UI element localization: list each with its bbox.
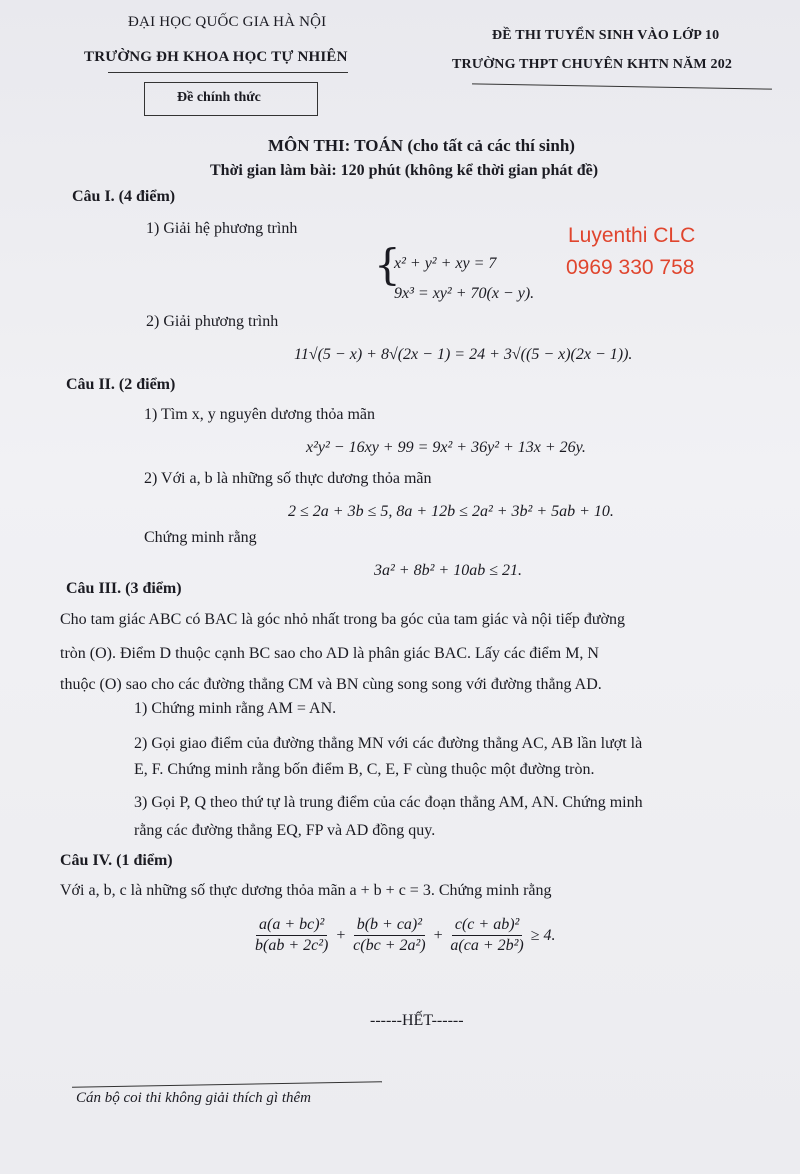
fraction-2 <box>350 916 428 955</box>
faculty-name: TRƯỜNG ĐH KHOA HỌC TỰ NHIÊN <box>84 49 348 65</box>
question-3-intro-line-3: thuộc (O) sao cho các đường thẳng CM và BN cùng song song với đường thẳng AD. <box>60 676 602 693</box>
watermark-name: Luyenthi CLC <box>568 224 696 247</box>
official-exam-box <box>144 82 318 116</box>
prove-that-label: Chứng minh rằng <box>144 529 257 546</box>
official-exam-label: Đề chính thức <box>177 90 261 105</box>
question-3-part-2-line-1: 2) Gọi giao điểm của đường thẳng MN với các đường thẳng AC, AB lần lượt là <box>134 735 643 752</box>
system-brace: { <box>374 240 401 289</box>
left-header-underline <box>108 72 348 73</box>
inequality-conditions: 2 ≤ 2a + 3b ≤ 5, 8a + 12b ≤ 2a² + 3b² + 5ab + 10. <box>288 503 614 520</box>
system-equation-2: 9x³ = xy² + 70(x − y). <box>394 285 535 302</box>
exam-title: ĐỀ THI TUYỂN SINH VÀO LỚP 10 <box>492 28 720 43</box>
plus-sign-2: + <box>432 926 444 944</box>
question-1-title: Câu I. (4 điểm) <box>72 188 176 205</box>
footer-note: Cán bộ coi thi không giải thích gì thêm <box>76 1090 311 1106</box>
exam-time: Thời gian làm bài: 120 phút (không kể thời gian phát đề) <box>210 162 599 179</box>
fraction-3-numerator: c(c + ab)² <box>452 916 522 936</box>
fraction-3 <box>447 916 526 955</box>
fraction-1-denominator: b(ab + 2c²) <box>255 937 329 954</box>
question-1-part-2: 2) Giải phương trình <box>146 313 279 330</box>
final-inequality <box>252 916 556 955</box>
inequality-tail: ≥ 4. <box>530 926 556 944</box>
fraction-3-denominator: a(ca + 2b²) <box>450 937 524 954</box>
watermark-phone: 0969 330 758 <box>566 256 695 279</box>
question-4-intro: Với a, b, c là những số thực dương thỏa mãn a + b + c = 3. Chứng minh rằng <box>60 882 552 899</box>
question-2-part-2: 2) Với a, b là những số thực dương thỏa mãn <box>144 470 432 487</box>
fraction-1 <box>252 916 331 955</box>
diophantine-equation: x²y² − 16xy + 99 = 9x² + 36y² + 13x + 26y. <box>306 439 586 456</box>
footer-rule <box>72 1081 382 1087</box>
radical-equation: 11√(5 − x) + 8√(2x − 1) = 24 + 3√((5 − x)(2x − 1)). <box>294 346 633 363</box>
system-equation-1: x² + y² + xy = 7 <box>394 255 497 272</box>
end-marker: ------HẾT------ <box>370 1012 464 1029</box>
fraction-1-numerator: a(a + bc)² <box>256 916 327 936</box>
question-3-intro-line-1: Cho tam giác ABC có BAC là góc nhỏ nhất trong ba góc của tam giác và nội tiếp đường <box>60 611 626 628</box>
question-3-part-3-line-1: 3) Gọi P, Q theo thứ tự là trung điểm của các đoạn thẳng AM, AN. Chứng minh <box>134 794 643 811</box>
school-year: TRƯỜNG THPT CHUYÊN KHTN NĂM 202 <box>452 57 733 72</box>
question-3-part-1: 1) Chứng minh rằng AM = AN. <box>134 700 337 717</box>
university-name: ĐẠI HỌC QUỐC GIA HÀ NỘI <box>128 14 327 30</box>
question-3-part-2-line-2: E, F. Chứng minh rằng bốn điểm B, C, E, F cùng thuộc một đường tròn. <box>134 761 595 778</box>
question-3-part-3-line-2: rằng các đường thẳng EQ, FP và AD đồng quy. <box>134 822 436 839</box>
right-header-underline <box>472 83 772 89</box>
question-2-part-1: 1) Tìm x, y nguyên dương thỏa mãn <box>144 406 376 423</box>
question-3-title: Câu III. (3 điểm) <box>66 580 182 597</box>
question-3-intro-line-2: tròn (O). Điểm D thuộc cạnh BC sao cho AD là phân giác BAC. Lấy các điểm M, N <box>60 645 599 662</box>
exam-subject: MÔN THI: TOÁN (cho tất cả các thí sinh) <box>268 136 575 155</box>
fraction-2-numerator: b(b + ca)² <box>354 916 425 936</box>
inequality-to-prove: 3a² + 8b² + 10ab ≤ 21. <box>374 562 522 579</box>
question-2-title: Câu II. (2 điểm) <box>66 376 176 393</box>
plus-sign-1: + <box>335 926 347 944</box>
question-4-title: Câu IV. (1 điểm) <box>60 852 173 869</box>
fraction-2-denominator: c(bc + 2a²) <box>353 937 426 954</box>
question-1-part-1: 1) Giải hệ phương trình <box>146 220 298 237</box>
